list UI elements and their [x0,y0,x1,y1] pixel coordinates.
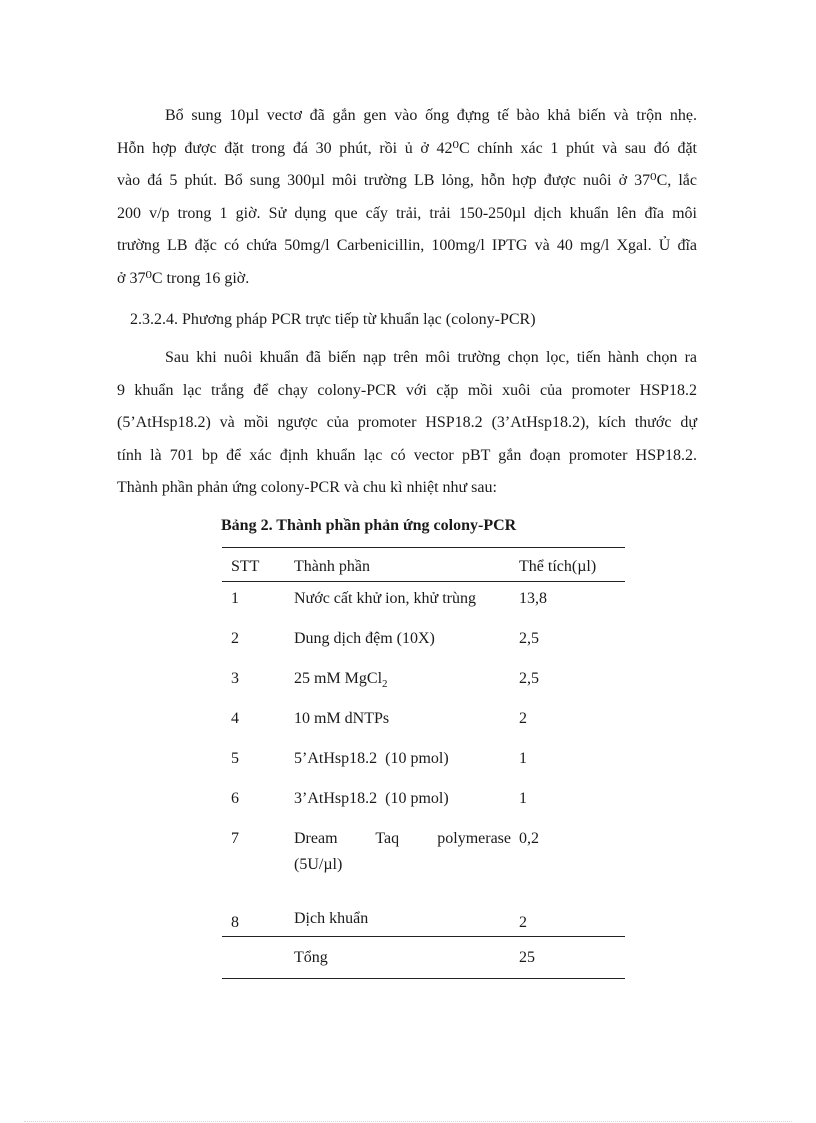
paragraph-line: Hỗn hợp được đặt trong đá 30 phút, rồi ủ ở 42⁰C chính xác 1 phút và sau đó đặt [117,139,697,157]
component-text: 25 mM MgCl [294,669,383,687]
cell-component: 5’AtHsp18.2 (10 pmol) [294,749,449,767]
paragraph-colony-pcr [117,342,697,505]
components-table [222,547,625,979]
table-row [222,742,625,782]
cell-component [294,662,517,702]
header-volume: Thể tích(µl) [517,548,625,582]
cell-stt: 1 [231,590,239,607]
cell-stt: 5 [231,749,239,767]
cell-component: Dịch khuẩn [294,898,517,937]
cell-component [294,822,517,898]
cell-component: Dung dịch đệm (10X) [294,629,435,647]
table-row [222,662,625,702]
total-label: Tổng [294,948,328,966]
cell-stt: 8 [222,898,294,937]
section-heading: 2.3.2.4. Phương pháp PCR trực tiếp từ khuẩn lạc (colony-PCR) [130,311,536,328]
header-component: Thành phần [294,548,517,582]
paragraph-transformation [117,100,697,295]
paragraph-line: Sau khi nuôi khuẩn đã biến nạp trên môi trường chọn lọc, tiến hành chọn ra [165,349,697,366]
cell-volume: 2 [519,709,527,727]
table-row [222,898,625,937]
cell-stt [222,936,294,978]
paragraph-line: ở 37⁰C trong 16 giờ. [117,269,250,287]
table-row [222,782,625,822]
header-stt: STT [222,548,294,582]
total-volume: 25 [519,948,535,966]
table-row [222,822,625,898]
cell-volume: 2 [517,898,625,937]
cell-stt: 2 [231,629,239,647]
cell-volume: 1 [519,789,527,807]
component-text: (5U/µl) [294,855,343,873]
table-row [222,622,625,662]
page-bottom-divider [24,1121,792,1122]
cell-stt: 7 [231,829,239,847]
cell-volume: 1 [519,749,527,767]
cell-volume: 2,5 [519,629,539,647]
paragraph-line: Bổ sung 10µl vectơ đã gắn gen vào ống đựng tế bào khả biến và trộn nhẹ. [165,107,697,124]
paragraph-line: 9 khuẩn lạc trắng để chạy colony-PCR với cặp mồi xuôi của promoter HSP18.2 [117,381,697,399]
cell-stt: 6 [231,789,239,807]
component-text: Dream Taq polymerase [294,829,511,847]
table-header-row [222,548,625,582]
paragraph-line: Thành phần phản ứng colony-PCR và chu kì nhiệt như sau: [117,479,497,496]
cell-component: 10 mM dNTPs [294,709,390,727]
paragraph-line: 200 v/p trong 1 giờ. Sử dụng que cấy trải, trải 150-250µl dịch khuẩn lên đĩa môi [117,204,697,222]
cell-component: Nước cất khử ion, khử trùng [294,590,476,607]
cell-stt: 4 [231,709,239,727]
table-row [222,582,625,622]
paragraph-line: vào đá 5 phút. Bổ sung 300µl môi trường LB lỏng, hỗn hợp được nuôi ở 37⁰C, lắc [117,172,697,189]
table-row [222,702,625,742]
table-total-row [222,936,625,978]
cell-volume: 2,5 [519,669,539,687]
paragraph-line: trường LB đặc có chứa 50mg/l Carbenicillin, 100mg/l IPTG và 40 mg/l Xgal. Ủ đĩa [117,237,697,254]
cell-volume: 13,8 [519,590,547,607]
table-caption: Bảng 2. Thành phần phản ứng colony-PCR [221,517,517,534]
cell-stt: 3 [231,669,239,687]
cell-volume: 0,2 [519,829,539,847]
paragraph-line: (5’AtHsp18.2) và mồi ngược của promoter HSP18.2 (3’AtHsp18.2), kích thước dự [117,414,697,431]
paragraph-line: tính là 701 bp để xác định khuẩn lạc có vector pBT gắn đoạn promoter HSP18.2. [117,446,697,464]
subscript: 2 [382,677,388,690]
cell-component: 3’AtHsp18.2 (10 pmol) [294,789,449,807]
